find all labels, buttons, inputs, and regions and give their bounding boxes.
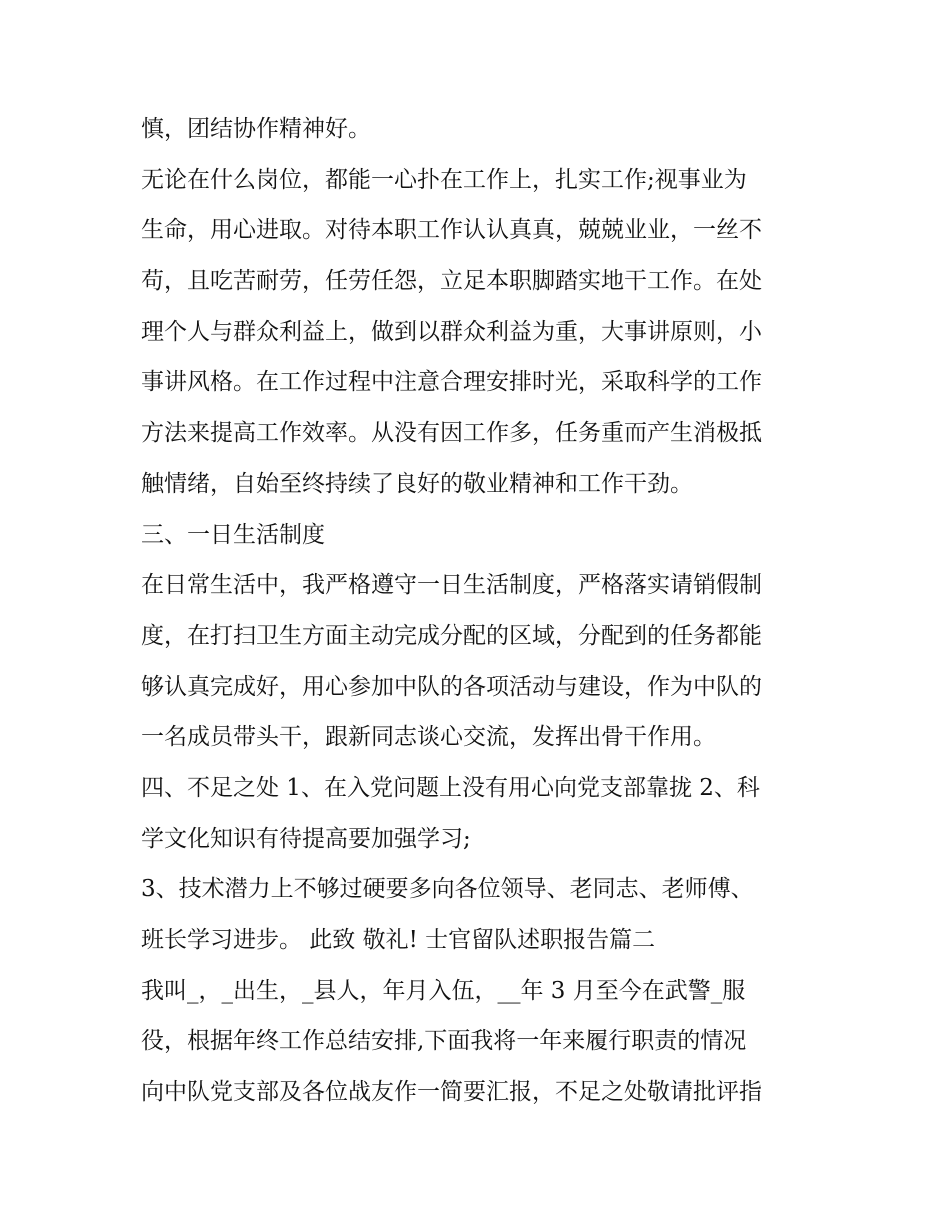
text-line: 一名成员带头干，跟新同志谈心交流，发挥出骨干作用。	[141, 724, 716, 751]
section-heading: 四、不足之处 1、在入党问题上没有用心向党支部靠拢 2、科	[141, 774, 760, 801]
text-line: 学文化知识有待提高要加强学习;	[141, 825, 471, 852]
text-line: 苟，且吃苦耐劳，任劳任怨，立足本职脚踏实地干工作。在处	[141, 268, 762, 295]
text-line: 班长学习进步。 此致 敬礼! 士官留队述职报告篇二	[141, 927, 656, 953]
text-line: 生命，用心进取。对待本职工作认认真真，兢兢业业，一丝不	[141, 217, 762, 244]
document-body	[141, 104, 821, 1118]
text-line: 在日常生活中，我严格遵守一日生活制度，严格落实请销假制	[141, 572, 762, 599]
text-line: 3、技术潜力上不够过硬要多向各位领导、老同志、老师傅、	[141, 876, 754, 903]
text-line: 慎，团结协作精神好。	[141, 116, 371, 142]
text-line: 够认真完成好，用心参加中队的各项活动与建设，作为中队的	[141, 673, 762, 700]
text-line: 我叫_，_出生，_县人，年月入伍，__年 3 月至今在武警_服	[141, 977, 746, 1004]
text-line: 事讲风格。在工作过程中注意合理安排时光，采取科学的工作	[141, 369, 762, 396]
text-line: 触情绪，自始至终持续了良好的敬业精神和工作干劲。	[141, 470, 693, 497]
text-line: 度，在打扫卫生方面主动完成分配的区域，分配到的任务都能	[141, 622, 762, 649]
text-line: 理个人与群众利益上，做到以群众利益为重，大事讲原则，小	[141, 318, 762, 345]
section-heading: 三、一日生活制度	[141, 521, 325, 548]
text-line: 役，根据年终工作总结安排,下面我将一年来履行职责的情况	[141, 1028, 747, 1055]
text-line: 无论在什么岗位，都能一心扑在工作上，扎实工作;视事业为	[141, 166, 747, 193]
text-line: 方法来提高工作效率。从没有因工作多，任务重而产生消极抵	[141, 420, 762, 447]
text-line: 向中队党支部及各位战友作一简要汇报，不足之处敬请批评指	[141, 1079, 762, 1106]
